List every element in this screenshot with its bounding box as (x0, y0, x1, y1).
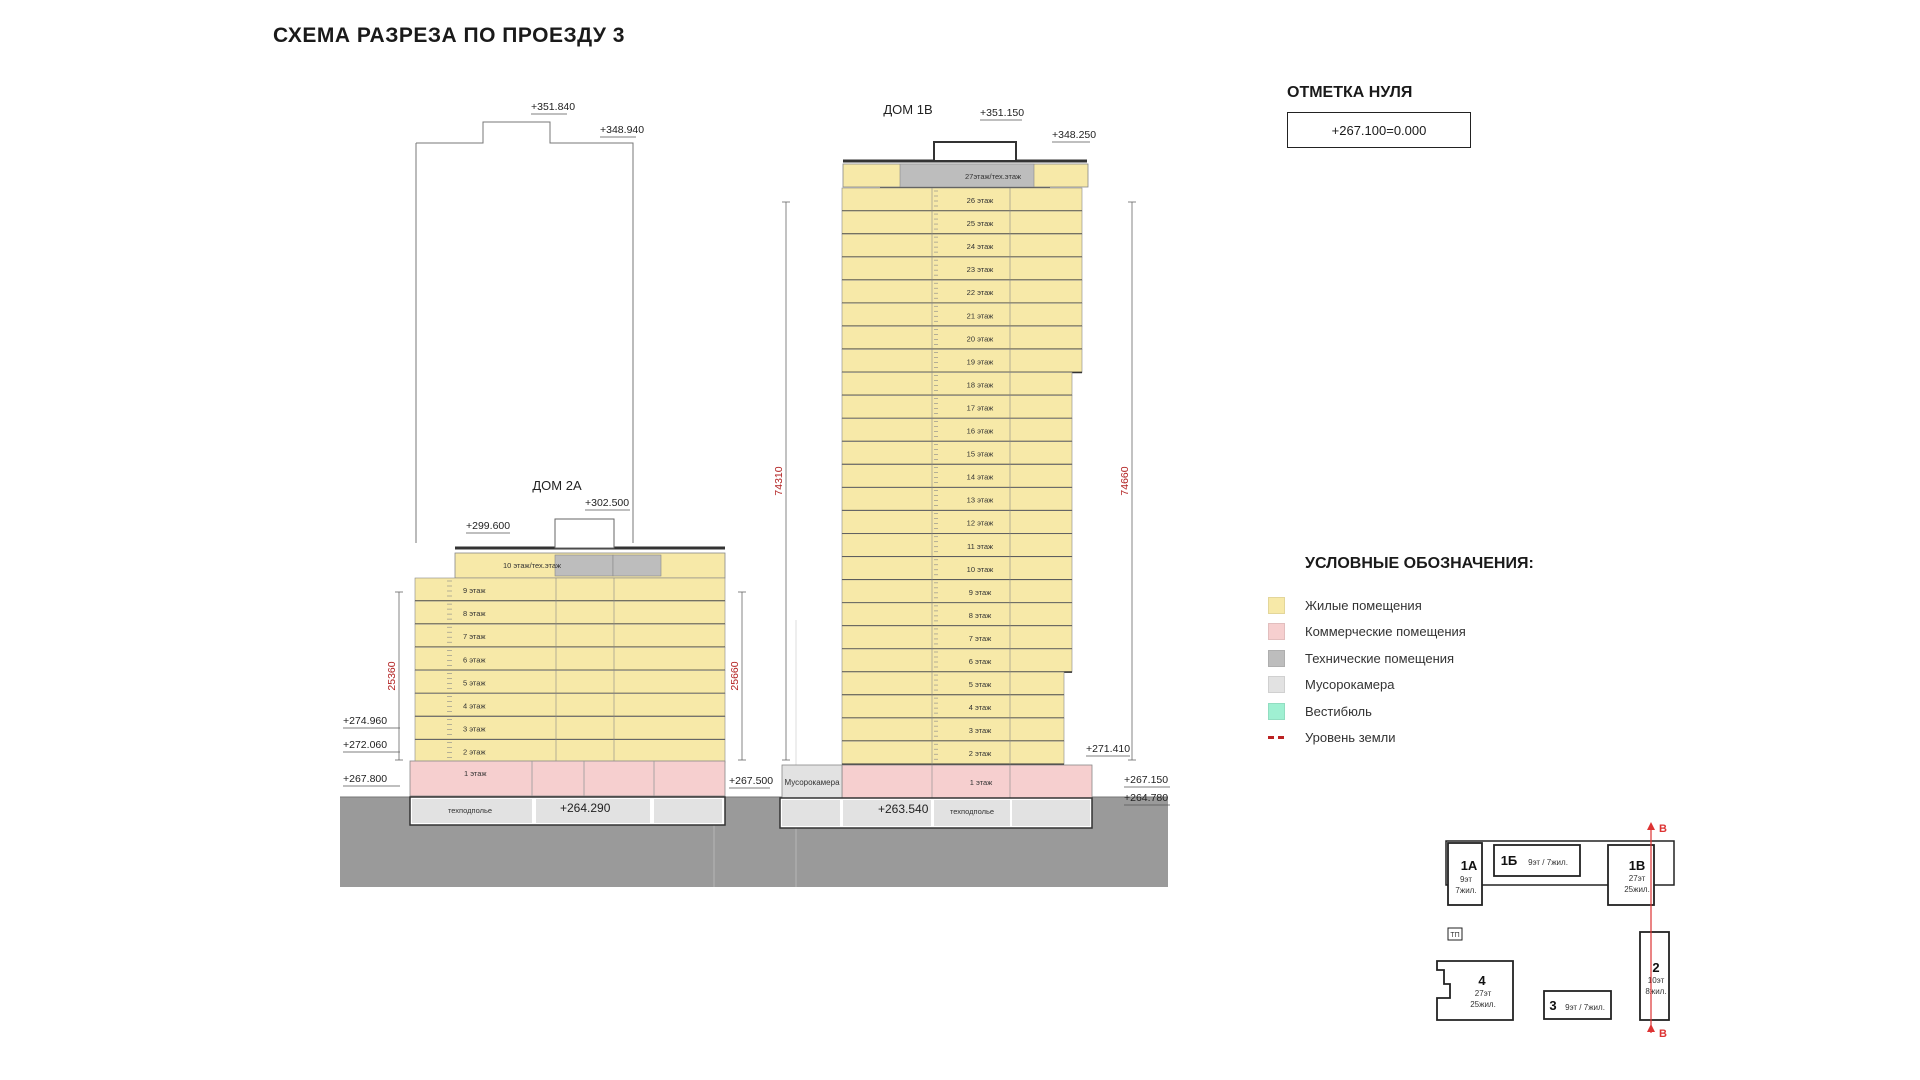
floor-17 (842, 395, 1072, 418)
floor-label: 14 этаж (966, 472, 994, 482)
floor-label: 8 этаж (463, 609, 486, 619)
legend-swatch (1268, 650, 1285, 667)
cut-label-bottom: В (1659, 1028, 1667, 1040)
keyplan-tp-label: ТП (1450, 932, 1460, 939)
mark-f1-left: +267.800 (343, 773, 388, 785)
floor-label: 27этаж/тех.этаж (964, 172, 1022, 181)
tech-room (555, 555, 613, 576)
cut-arrow (1647, 822, 1655, 830)
keyplan-1a-res: 7жил. (1455, 886, 1477, 895)
basement-room (654, 799, 722, 823)
legend-title: УСЛОВНЫЕ ОБОЗНАЧЕНИЯ: (1305, 555, 1534, 572)
mark-bg-top: +351.840 (531, 101, 576, 113)
basement-room (782, 800, 840, 826)
legend (1268, 592, 1466, 751)
mark-top: +302.500 (585, 497, 630, 509)
legend-item-lobby (1268, 698, 1466, 725)
legend-label: Вестибюль (1305, 703, 1372, 719)
floor-label: 9 этаж (968, 587, 992, 597)
floor-label: 12 этаж (966, 518, 994, 528)
floor-label: 7 этаж (968, 633, 992, 643)
floor-18 (842, 372, 1072, 395)
floor-5 (842, 672, 1064, 695)
mark-basement: +264.290 (560, 801, 611, 815)
keyplan-1a-name: 1А (1460, 858, 1478, 873)
first-floor (842, 765, 1092, 798)
legend-label: Уровень земли (1305, 730, 1396, 746)
mark-basement: +263.540 (878, 802, 929, 816)
floor-label: 19 этаж (966, 357, 994, 367)
floor-22 (842, 280, 1082, 303)
zero-mark-title: ОТМЕТКА НУЛЯ (1287, 84, 1413, 101)
floor-3 (415, 717, 725, 740)
floor-6 (842, 649, 1072, 672)
mark-roof: +299.600 (466, 520, 511, 532)
floor-label: 22 этаж (966, 288, 994, 298)
legend-label: Коммерческие помещения (1305, 624, 1466, 640)
keyplan-1b-info: 9эт / 7жил. (1528, 858, 1568, 867)
floor-label: 4 этаж (463, 701, 486, 711)
building-name-2a: ДОМ 2А (532, 478, 582, 493)
dim-1v-right: 74660 (1119, 466, 1131, 496)
legend-swatch (1268, 676, 1285, 693)
background-outline (416, 122, 633, 543)
floor-13 (842, 488, 1072, 511)
floor-2 (842, 741, 1064, 764)
floor-label: 5 этаж (968, 680, 992, 690)
roof-exit (555, 519, 614, 548)
floor-14 (842, 465, 1072, 488)
floor-label: 6 этаж (463, 655, 486, 665)
keyplan-4-res: 25жил. (1470, 1000, 1496, 1009)
floor-16 (842, 419, 1072, 442)
floor-label: 3 этаж (968, 726, 992, 736)
floor-label: 9 этаж (463, 586, 486, 595)
mark-top: +351.150 (980, 107, 1025, 119)
floor-26 (842, 188, 1082, 211)
keyplan-1v-name: 1В (1628, 858, 1646, 873)
mark-f3: +274.960 (343, 715, 388, 727)
floor-label: 2 этаж (463, 747, 486, 757)
floor-7 (842, 626, 1072, 649)
floor-4 (842, 695, 1064, 718)
floor-9 (842, 580, 1072, 603)
basement-room (1012, 800, 1090, 826)
floor-20 (842, 326, 1082, 349)
floor-label: 6 этаж (968, 657, 992, 666)
floor-7 (415, 624, 725, 647)
floor-2 (415, 740, 725, 763)
keyplan-4-floors: 27эт (1474, 989, 1492, 998)
floor-21 (842, 303, 1082, 326)
keyplan-1a-floors: 9эт (1459, 875, 1473, 884)
floor-8 (842, 603, 1072, 626)
mark-bg-roof: +348.940 (600, 124, 645, 136)
roof-exit (934, 142, 1016, 161)
building-name-1v: ДОМ 1В (883, 102, 933, 117)
floor-label: 16 этаж (966, 426, 994, 436)
dim-2a-right: 25660 (729, 661, 741, 691)
floor-4 (415, 694, 725, 717)
floor-label: 17 этаж (966, 403, 994, 413)
legend-swatch (1268, 623, 1285, 640)
floor-label: 23 этаж (966, 265, 994, 275)
floor-label: 26 этаж (966, 196, 994, 205)
legend-label: Технические помещения (1305, 650, 1455, 666)
floor-6 (415, 647, 725, 670)
dim-2a-left: 25360 (386, 661, 398, 691)
mark-ground: +264.780 (1124, 792, 1169, 804)
dim-1v-left: 74310 (773, 466, 785, 496)
floor-label: 7 этаж (463, 632, 486, 642)
floor-label: 25 этаж (966, 219, 994, 229)
floor-label: 24 этаж (966, 242, 994, 252)
floor-label: 4 этаж (968, 703, 992, 713)
cut-label-top: В (1659, 823, 1667, 835)
floor-12 (842, 511, 1072, 534)
floor-label: 10 этаж/тех.этаж (502, 561, 562, 570)
floor-label: 21 этаж (966, 311, 994, 321)
floor-3 (842, 718, 1064, 741)
floor-11 (842, 534, 1072, 557)
floor-label: 5 этаж (463, 678, 486, 688)
floor-25 (842, 211, 1082, 234)
legend-item-residential (1268, 592, 1466, 619)
mark-f1-right: +267.500 (729, 775, 774, 787)
floor-label: 15 этаж (966, 449, 994, 459)
floor-label: 13 этаж (966, 495, 994, 505)
first-floor (410, 761, 725, 796)
keyplan-2-floors: 10эт (1647, 976, 1665, 985)
floor-8 (415, 601, 725, 624)
legend-item-commercial (1268, 619, 1466, 646)
mark-f2: +272.060 (343, 739, 388, 751)
floor-label: 18 этаж (966, 380, 994, 390)
floor-19 (842, 349, 1082, 372)
page-title: СХЕМА РАЗРЕЗА ПО ПРОЕЗДУ 3 (273, 24, 625, 47)
floor-23 (842, 257, 1082, 280)
legend-item-garbage (1268, 672, 1466, 699)
keyplan-1v-res: 25жил. (1624, 885, 1650, 894)
garbage-label: Мусорокамера (784, 778, 840, 787)
legend-label: Мусорокамера (1305, 677, 1395, 693)
legend-item-ground-level (1268, 725, 1466, 752)
keyplan-1a (1448, 843, 1482, 905)
zero-mark-value: +267.100=0.000 (1287, 112, 1471, 148)
floor-24 (842, 234, 1082, 257)
floor-label: 8 этаж (968, 610, 992, 620)
keyplan-4-name: 4 (1478, 973, 1486, 988)
keyplan-2-name: 2 (1652, 960, 1660, 975)
floor-label: 20 этаж (966, 334, 994, 344)
floor-15 (842, 442, 1072, 465)
floor-5 (415, 670, 725, 693)
legend-label: Жилые помещения (1305, 597, 1422, 613)
mark-f2: +271.410 (1086, 743, 1131, 755)
floor-label: 1 этаж (969, 778, 993, 787)
basement-label: техподполье (447, 806, 493, 815)
keyplan-1b-name: 1Б (1500, 853, 1518, 868)
floor-label: 10 этаж (966, 564, 994, 574)
legend-swatch (1268, 597, 1285, 614)
legend-item-technical (1268, 645, 1466, 672)
keyplan-2-res: 8жил. (1645, 987, 1667, 996)
keyplan-3-name: 3 (1549, 998, 1557, 1013)
legend-swatch (1268, 736, 1285, 739)
mark-f1: +267.150 (1124, 774, 1169, 786)
legend-swatch (1268, 703, 1285, 720)
tech-room (613, 555, 661, 576)
floor-9 (415, 578, 725, 601)
floor-label: 1 этаж (464, 769, 487, 778)
cut-arrow (1647, 1024, 1655, 1032)
floor-label: 11 этаж (966, 541, 994, 551)
floor-label: 2 этаж (968, 749, 992, 759)
mark-roof: +348.250 (1052, 129, 1097, 141)
keyplan-3-info: 9эт / 7жил. (1565, 1003, 1605, 1012)
floor-10 (842, 557, 1072, 580)
floor-label: 3 этаж (463, 724, 486, 734)
keyplan-1v-floors: 27эт (1628, 874, 1646, 883)
basement-label: техподполье (949, 807, 995, 816)
